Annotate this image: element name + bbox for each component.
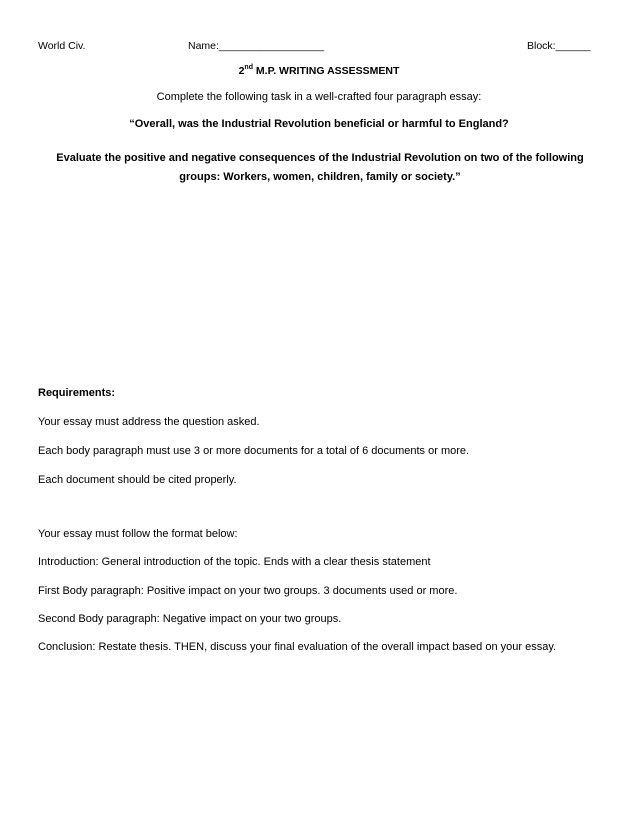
assessment-ordinal-suffix: nd (244, 64, 253, 71)
format-item: Introduction: General introduction of the topic. Ends with a clear thesis statement (38, 556, 431, 568)
evaluate-instruction: Evaluate the positive and negative consequences of the Industrial Revolution on two of the following groups: Workers, women, children, family or society.” (56, 152, 584, 183)
essay-question: “Overall, was the Industrial Revolution beneficial or harmful to England? (129, 118, 509, 130)
format-item: Second Body paragraph: Negative impact on your two groups. (38, 613, 342, 625)
format-intro: Your essay must follow the format below: (38, 528, 238, 540)
format-item: First Body paragraph: Positive impact on your two groups. 3 documents used or more. (38, 585, 458, 597)
requirement-item: Your essay must address the question asked. (38, 416, 260, 428)
assessment-ordinal-number: 2 (238, 65, 245, 77)
requirement-item: Each document should be cited properly. (38, 474, 237, 486)
block-field: Block:______ (527, 40, 591, 52)
assessment-title (0, 65, 638, 77)
task-instruction: Complete the following task in a well-crafted four paragraph essay: (156, 91, 482, 103)
name-field: Name:__________________ (188, 40, 325, 52)
requirements-heading: Requirements: (38, 387, 116, 399)
requirement-item: Each body paragraph must use 3 or more documents for a total of 6 documents or more. (38, 445, 470, 457)
course-label: World Civ. (38, 40, 86, 52)
assessment-title-text: M.P. WRITING ASSESSMENT (252, 65, 400, 77)
format-item: Conclusion: Restate thesis. THEN, discuss your final evaluation of the overall impact based on your essay. (38, 641, 557, 653)
